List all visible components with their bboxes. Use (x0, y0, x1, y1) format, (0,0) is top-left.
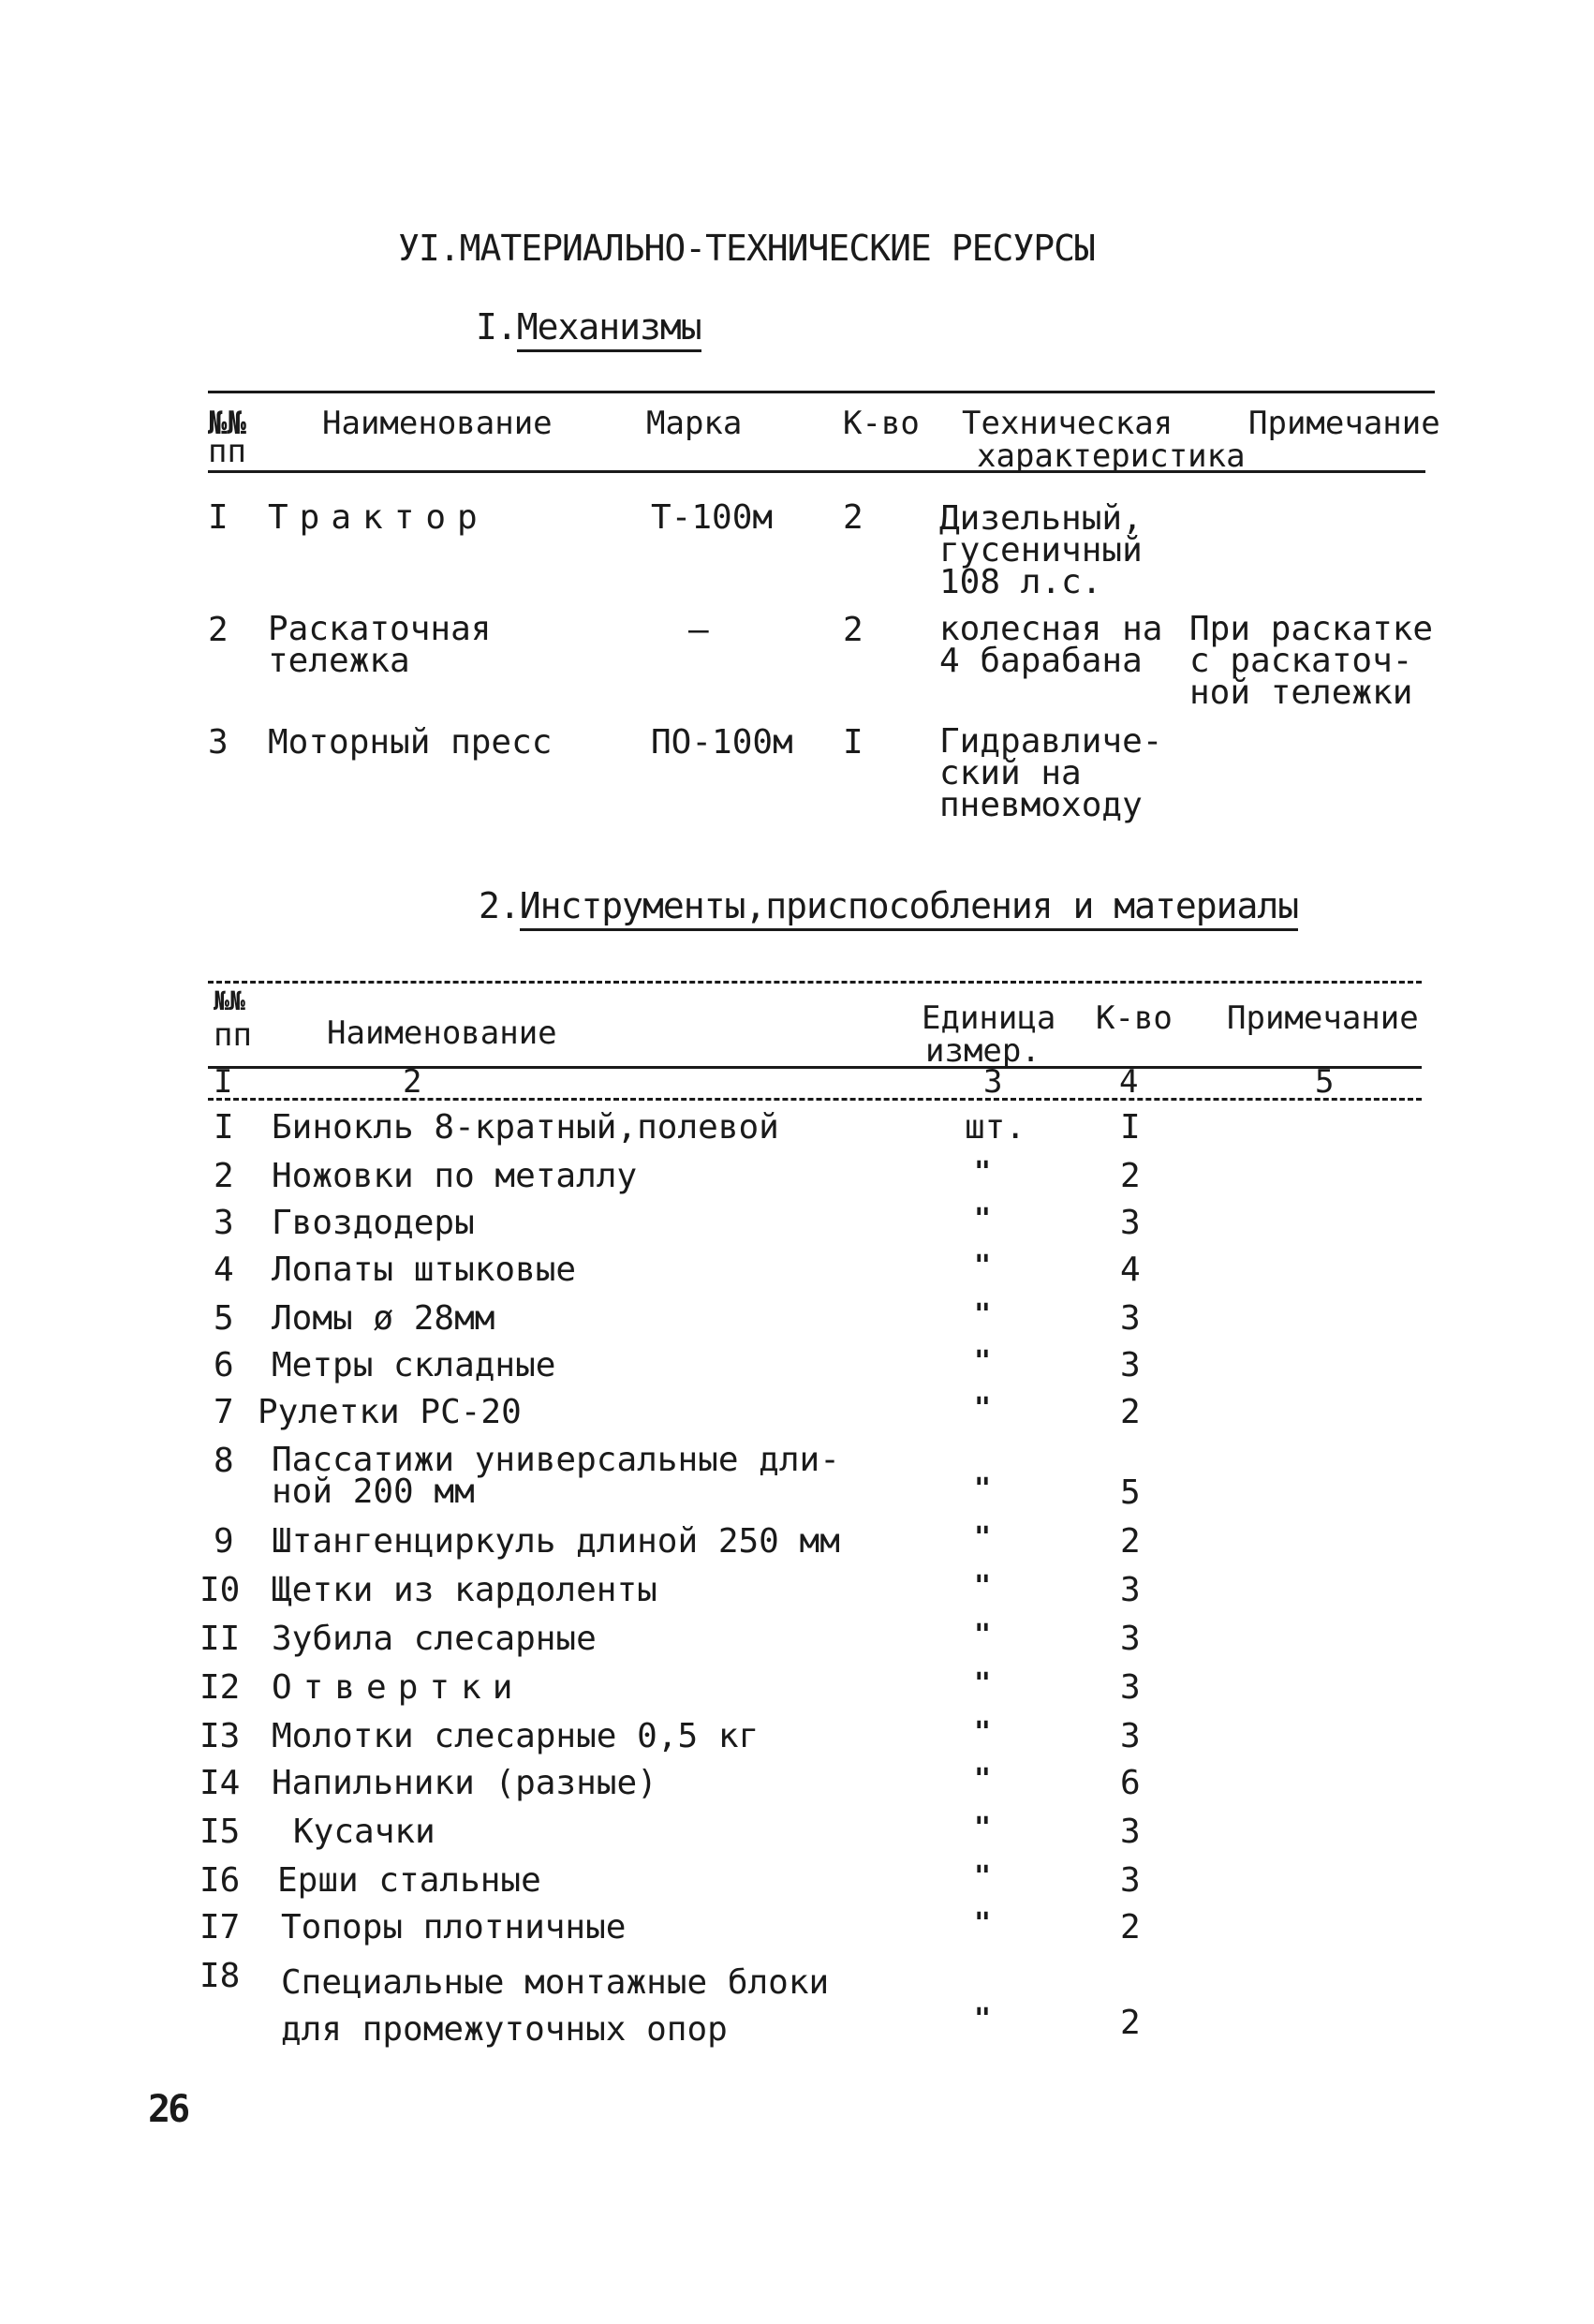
t1-row2-no: 2 (208, 611, 229, 649)
t2-row16-name: Ерши стальные (277, 1861, 541, 1900)
t2-row1-unit: шт. (965, 1108, 1026, 1147)
t2-row18-name: Специальные монтажные блоки для промежуточных опор (281, 1963, 830, 2049)
section1-title: Механизмы (517, 306, 701, 352)
col-number-3: 3 (983, 1063, 1003, 1101)
t1-row2-brand: – (688, 611, 709, 649)
t2-row10-unit: " (974, 1570, 992, 1603)
t2-row4-name: Лопаты штыковые (272, 1251, 577, 1289)
t2-row7-no: 7 (214, 1393, 234, 1431)
t2-row11-name: Зубила слесарные (272, 1620, 597, 1658)
t2-row8-unit: " (974, 1473, 992, 1505)
section2-number: 2. (479, 885, 520, 926)
col-number-2: 2 (403, 1063, 422, 1101)
t2-row3-name: Гвоздодеры (272, 1204, 475, 1242)
t2-row15-qty: 3 (1120, 1813, 1141, 1851)
table2-top-rule (208, 981, 1422, 984)
t1-header-brand: Марка (646, 405, 743, 442)
t2-row7-qty: 2 (1120, 1393, 1141, 1431)
t2-row1-no: I (214, 1108, 234, 1147)
t2-header-qty: К-во (1096, 999, 1173, 1037)
t1-row2-name: Раскаточная тележка (268, 610, 492, 680)
t1-header-tech: Техническая (962, 405, 1173, 442)
col-number-1: I (214, 1063, 233, 1101)
t1-header-no2: пп (208, 433, 246, 470)
t1-row1-tech: Дизельный, гусеничный 108 л.с. (939, 499, 1143, 601)
t2-row15-no: I5 (199, 1813, 241, 1851)
t2-row4-unit: " (974, 1250, 992, 1282)
t2-row13-no: I3 (199, 1717, 241, 1755)
page-number: 26 (148, 2088, 188, 2131)
t2-row6-name: Метры складные (272, 1346, 556, 1384)
t2-row6-no: 6 (214, 1346, 234, 1384)
t2-row1-qty: I (1120, 1108, 1141, 1147)
t2-row1-name: Бинокль 8-кратный,полевой (272, 1108, 779, 1147)
t2-row9-name: Штангенциркуль длиной 250 мм (272, 1522, 840, 1561)
t1-row3-tech: Гидравличе- ский на пневмоходу (939, 722, 1163, 824)
t1-header-note: Примечание (1248, 405, 1440, 442)
t1-row3-qty: I (843, 723, 863, 762)
t2-row18-no: I8 (199, 1957, 241, 1995)
t2-row17-unit: " (974, 1907, 992, 1940)
t2-row13-unit: " (974, 1716, 992, 1749)
t2-row5-no: 5 (214, 1299, 234, 1338)
t2-row4-qty: 4 (1120, 1251, 1141, 1289)
t2-row5-name: Ломы ø 28мм (272, 1299, 495, 1338)
t2-row3-no: 3 (214, 1204, 234, 1242)
t2-row12-no: I2 (199, 1668, 241, 1707)
t2-row2-name: Ножовки по металлу (272, 1157, 638, 1195)
t2-header-no: №№ (214, 985, 245, 1016)
t2-row2-qty: 2 (1120, 1157, 1141, 1195)
t2-row2-unit: " (974, 1156, 992, 1189)
t1-header-tech2: характеристика (977, 437, 1246, 475)
t2-row4-no: 4 (214, 1251, 234, 1289)
t1-row3-name: Моторный пресс (268, 723, 553, 762)
table1-top-rule (208, 391, 1435, 393)
section2-heading (479, 885, 1298, 926)
t2-row18-qty: 2 (1120, 2004, 1141, 2042)
table1-header-rule (208, 470, 1425, 473)
t2-header-note: Примечание (1227, 999, 1419, 1037)
t2-row10-qty: 3 (1120, 1571, 1141, 1609)
t1-header-name: Наименование (322, 405, 553, 442)
t2-row16-no: I6 (199, 1861, 241, 1900)
t2-header-no2: пп (214, 1016, 252, 1054)
t2-row15-name: Кусачки (293, 1813, 435, 1851)
t2-row18-unit: " (974, 2003, 992, 2035)
t2-row15-unit: " (974, 1812, 992, 1844)
t2-row5-qty: 3 (1120, 1299, 1141, 1338)
t2-row14-unit: " (974, 1763, 992, 1796)
t1-row1-qty: 2 (843, 498, 863, 537)
t2-row11-qty: 3 (1120, 1620, 1141, 1658)
t1-row1-brand: Т-100м (651, 498, 774, 537)
section2-title: Инструменты,приспособления и материалы (520, 885, 1298, 931)
t2-row3-unit: " (974, 1203, 992, 1236)
t2-row14-qty: 6 (1120, 1764, 1141, 1802)
t2-row6-qty: 3 (1120, 1346, 1141, 1384)
t2-row14-name: Напильники (разные) (272, 1764, 657, 1802)
t2-row17-name: Топоры плотничные (281, 1908, 627, 1947)
t2-row8-qty: 5 (1120, 1473, 1141, 1512)
t1-row3-brand: ПО-100м (651, 723, 793, 762)
t2-row12-qty: 3 (1120, 1668, 1141, 1707)
t1-row2-tech: колесная на 4 барабана (939, 610, 1163, 680)
table2-colnum-rule (208, 1098, 1422, 1101)
t2-header-unit: Единица (922, 999, 1056, 1037)
t2-row7-name: Рулетки РС-20 (258, 1393, 522, 1431)
t1-row1-name: Трактор (268, 498, 489, 537)
t2-row14-no: I4 (199, 1764, 241, 1802)
section1-number: I. (476, 306, 517, 348)
t2-row3-qty: 3 (1120, 1204, 1141, 1242)
t2-row12-name: Отвертки (272, 1668, 524, 1707)
t2-header-unit2: измер. (925, 1032, 1041, 1070)
t2-row17-no: I7 (199, 1908, 241, 1947)
t2-row6-unit: " (974, 1345, 992, 1378)
t1-header-qty: К-во (843, 405, 920, 442)
t1-header-no: №№ (208, 405, 246, 442)
page-title: УI.МАТЕРИАЛЬНО-ТЕХНИЧЕСКИЕ РЕСУРСЫ (398, 228, 1095, 269)
t1-row2-note: При раскатке с раскаточ- ной тележки (1189, 610, 1434, 712)
t2-row16-unit: " (974, 1860, 992, 1893)
t2-row5-unit: " (974, 1298, 992, 1331)
t2-row9-unit: " (974, 1521, 992, 1554)
t2-row8-no: 8 (214, 1442, 234, 1480)
t2-row7-unit: " (974, 1392, 992, 1425)
t2-row9-no: 9 (214, 1522, 234, 1561)
t2-row8-name: Пассатижи универсальные дли- ной 200 мм (272, 1441, 840, 1511)
t2-row2-no: 2 (214, 1157, 234, 1195)
t2-row10-name: Щетки из кардоленты (272, 1571, 657, 1609)
col-number-5: 5 (1315, 1063, 1335, 1101)
t2-header-name: Наименование (327, 1014, 557, 1052)
t1-row1-no: I (208, 498, 229, 537)
t2-row11-unit: " (974, 1619, 992, 1651)
t1-row2-qty: 2 (843, 611, 863, 649)
t2-row9-qty: 2 (1120, 1522, 1141, 1561)
t1-row3-no: 3 (208, 723, 229, 762)
t2-row17-qty: 2 (1120, 1908, 1141, 1947)
col-number-4: 4 (1119, 1063, 1139, 1101)
t2-row11-no: II (199, 1620, 241, 1658)
t2-row13-qty: 3 (1120, 1717, 1141, 1755)
table2-header-rule (208, 1066, 1422, 1069)
t2-row13-name: Молотки слесарные 0,5 кг (272, 1717, 760, 1755)
t2-row12-unit: " (974, 1667, 992, 1700)
t2-row10-no: I0 (199, 1571, 241, 1609)
section1-heading (476, 306, 701, 348)
t2-row16-qty: 3 (1120, 1861, 1141, 1900)
